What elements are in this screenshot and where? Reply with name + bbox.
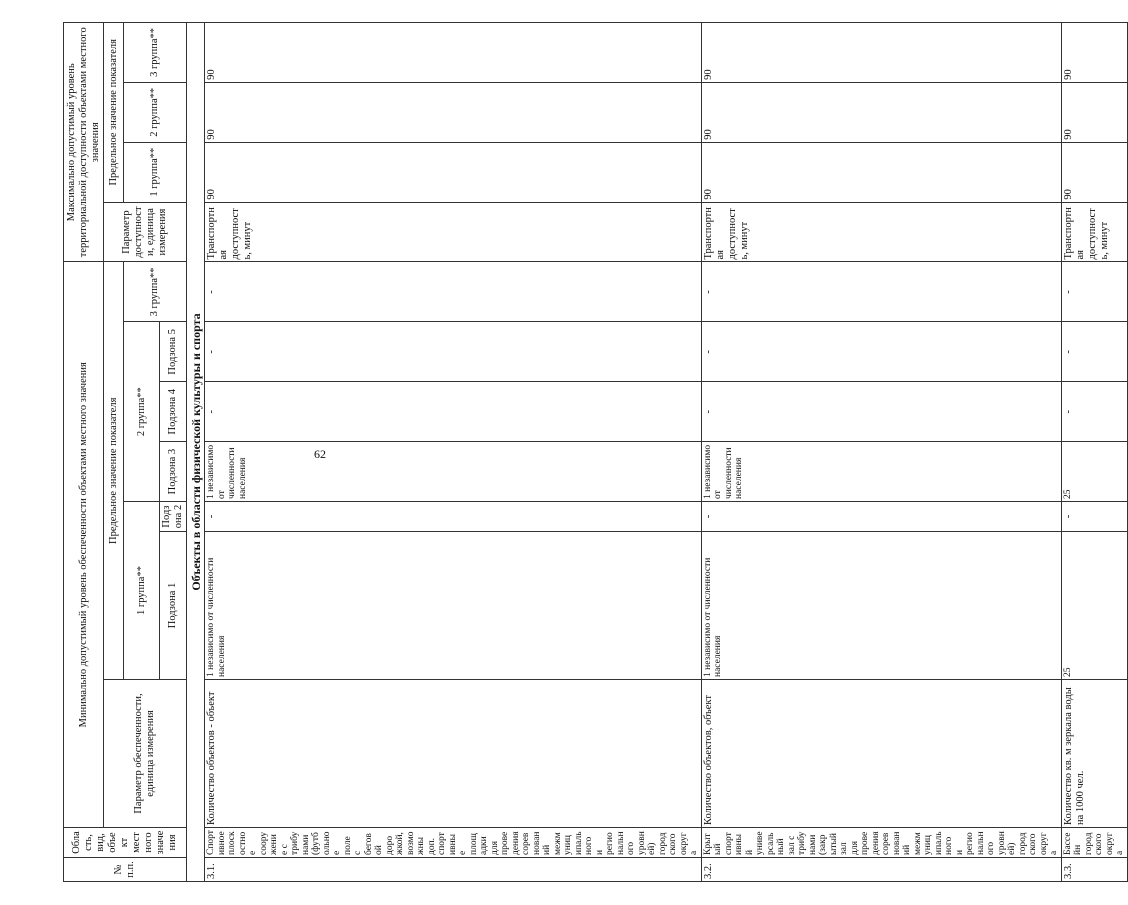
header-min-level: Минимально допустимый уровень обеспеченности объектами местного значения xyxy=(64,262,104,828)
header-group2: 2 группа** xyxy=(124,322,160,502)
row-subzone-3: 1 независимо от численности населения xyxy=(701,442,1061,502)
row-subzone-4: - xyxy=(701,382,1061,442)
row-param: Количество объектов, объект xyxy=(701,680,1061,828)
page-number: 62 xyxy=(314,447,326,461)
header-limit-value-max: Предельное значение показателя xyxy=(104,23,124,203)
row-group3: - xyxy=(1061,262,1127,322)
row-max-1: 90 xyxy=(1061,142,1127,202)
table-row xyxy=(205,23,702,882)
header-group1: 1 группа** xyxy=(124,502,160,680)
row-group3: - xyxy=(701,262,1061,322)
row-max-2: 90 xyxy=(701,82,1061,142)
row-group3: - xyxy=(205,262,702,322)
header-param-prov: Параметр обеспеченности, единица измерения xyxy=(104,680,187,828)
row-name: Бассейн городского округа xyxy=(1061,828,1127,858)
row-max-3: 90 xyxy=(701,23,1061,83)
row-subzone-3: 25 xyxy=(1061,442,1127,502)
header-max-group3: 3 группа** xyxy=(124,23,187,83)
row-param: Количество кв. м зеркала воды на 1000 чел. xyxy=(1061,680,1127,828)
row-max-1: 90 xyxy=(701,142,1061,202)
row-subzone-1: 25 xyxy=(1061,532,1127,680)
header-param-access: Параметр доступности, единица измерения xyxy=(104,202,187,262)
row-subzone-4: - xyxy=(1061,382,1127,442)
header-subzone-1: Подзона 1 xyxy=(160,532,187,680)
header-area: Область, вид, объект местного значения xyxy=(64,828,187,858)
header-row-1 xyxy=(64,23,104,882)
row-param: Количество объектов - объект xyxy=(205,680,702,828)
norms-table xyxy=(63,22,1128,882)
row-subzone-5: - xyxy=(205,322,702,382)
header-subzone-3: Подзона 3 xyxy=(160,442,187,502)
row-access: Транспортная доступность, минут xyxy=(1061,202,1127,262)
row-subzone-4: - xyxy=(205,382,702,442)
row-max-3: 90 xyxy=(1061,23,1127,83)
rotated-table-container xyxy=(63,22,1125,882)
header-max-level: Максимально допустимый уровень территориальной доступности объектами местного значения xyxy=(64,23,104,263)
header-max-group2: 2 группа** xyxy=(124,82,187,142)
row-subzone-2: - xyxy=(701,502,1061,532)
header-num: № п.п. xyxy=(64,858,187,882)
row-max-1: 90 xyxy=(205,142,702,202)
header-group3: 3 группа** xyxy=(124,262,187,322)
row-num: 3.1. xyxy=(205,858,702,882)
header-subzone-2: Подзона 2 xyxy=(160,502,187,532)
row-name: Крытый спортивный универсальный зал с трибунами (закрытый зал для проведения соревнований межмуниципального и регионального уровней) городского округа xyxy=(701,828,1061,858)
section-row xyxy=(187,23,205,882)
row-access: Транспортная доступность, минут xyxy=(701,202,1061,262)
section-title: Объекты в области физической культуры и спорта xyxy=(187,23,205,882)
row-max-2: 90 xyxy=(1061,82,1127,142)
header-subzone-5: Подзона 5 xyxy=(160,322,187,382)
table-row xyxy=(1061,23,1127,882)
row-subzone-2: - xyxy=(205,502,702,532)
header-row-2 xyxy=(104,23,124,882)
row-max-2: 90 xyxy=(205,82,702,142)
header-subzone-4: Подзона 4 xyxy=(160,382,187,442)
row-name: Спортивное плоскостное сооружение с трибунами (футбольное поле с беговой дорожкой, возможны доп. спортивные площадки для проведения соревнований межмуниципального и регионального уровней) городского округа xyxy=(205,828,702,858)
row-subzone-2: - xyxy=(1061,502,1127,532)
row-subzone-3: 1 независимо от численности населения xyxy=(205,442,702,502)
row-num: 3.3. xyxy=(1061,858,1127,882)
row-subzone-5: - xyxy=(1061,322,1127,382)
row-subzone-1: 1 независимо от численности населения xyxy=(205,532,702,680)
header-limit-value: Предельное значение показателя xyxy=(104,262,124,680)
row-num: 3.2. xyxy=(701,858,1061,882)
row-access: Транспортная доступность, минут xyxy=(205,202,702,262)
table-row xyxy=(701,23,1061,882)
header-max-group1: 1 группа** xyxy=(124,142,187,202)
row-max-3: 90 xyxy=(205,23,702,83)
row-subzone-5: - xyxy=(701,322,1061,382)
row-subzone-1: 1 независимо от численности населения xyxy=(701,532,1061,680)
